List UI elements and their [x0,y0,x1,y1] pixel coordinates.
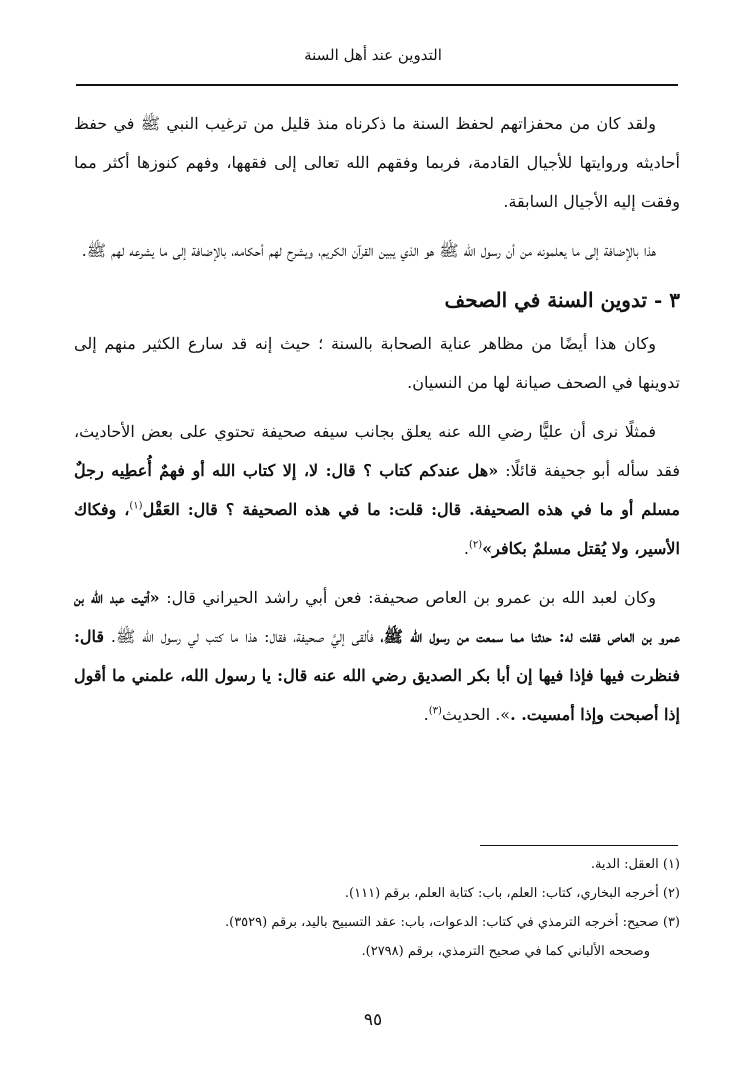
p4-intro: فمثلًا نرى أن عليًّا رضي الله عنه يعلق بجانب سيفه صحيفة تحتوي على بعض الأحاديث، فقد سأله أبو جحيفة قائلًا: [74,422,681,480]
running-header: التدوين عند أهل السنة [304,46,442,64]
p4-hadith-end: ، وفكاك الأسير، ولا يُقتل مسلمٌ بكافر» [74,500,680,558]
p4-period: . [463,539,469,558]
footnote-ref-2[interactable]: (٢) [468,539,483,551]
p5-hadith-label: ». الحديث [441,705,511,724]
p4-hadith: «هل عندكم كتاب ؟ قال: لا، إلا كتاب الله أو فهمٌ أُعطِيه رجلٌ مسلم أو ما في هذه الصحيفة. قال: قلت: ما في هذه الصحيفة ؟ قال: العَقْل [74,461,680,519]
p5-narration: فألقى إليَّ صحيفة، فقال: هذا ما كتب لي رسول الله ﷺ. [104,627,381,646]
p5-quote-2: قال: فنظرت فيها فإذا فيها إن أبا بكر الصديق رضي الله عنه قال: يا رسول الله، علمني ما أقول إذا أصبحت وإذا أمسيت. . [74,627,680,724]
paragraph-3: وكان هذا أيضًا من مظاهر عناية الصحابة بالسنة ؛ حيث إنه قد سارع الكثير منهم إلى تدوينها في الصحف صيانة لها من النسيان. [74,334,680,392]
paragraph-5 [74,578,680,734]
paragraph-2: هذا بالإضافة إلى ما يعلمونه من أن رسول الله ﷺ هو الذي يبين القرآن الكريم، ويشرح لهم أحكامه، بالإضافة إلى ما يشرعه لهم ﷺ. [81,241,656,260]
footnote-rule [480,845,678,846]
paragraph-1: ولقد كان من محفزاتهم لحفظ السنة ما ذكرناه منذ قليل من ترغيب النبي ﷺ في حفظ أحاديثه وروايتها للأجيال القادمة، فربما وفقهم الله تعالى إلى فقهها، وفهم كنوزها أكثر مما وفقت إليه الأجيال السابقة. [74,114,680,211]
footnote-ref-3[interactable]: (٣) [428,705,442,717]
p5-intro: وكان لعبد الله بن عمرو بن العاص صحيفة: فعن أبي راشد الحيراني قال: [159,588,656,607]
footnotes [74,850,680,966]
footnote-ref-1[interactable]: (١) [129,500,143,512]
section-heading: ٣ - تدوين السنة في الصحف [444,288,680,312]
p5-quote-1: «أتيت عبد الله بن عمرو بن العاص فقلت له: حدثنا مما سمعت من رسول الله ﷺ، [74,588,680,646]
footnote-1: (١) العقل: الدية. [590,857,680,872]
header-rule [76,84,678,86]
main-text [74,104,680,742]
p5-period: . [423,705,429,724]
footnote-3-continuation: وصححه الألباني كما في صحيح الترمذي، برقم (٢٧٩٨). [361,944,650,959]
footnote-3: (٣) صحيح: أخرجه الترمذي في كتاب: الدعوات، باب: عقد التسبيح باليد، برقم (٣٥٢٩). [224,915,680,930]
page-number: ٩٥ [363,1010,383,1030]
paragraph-4 [74,412,680,568]
footnote-2: (٢) أخرجه البخاري، كتاب: العلم، باب: كتابة العلم، برقم (١١١). [344,886,680,901]
